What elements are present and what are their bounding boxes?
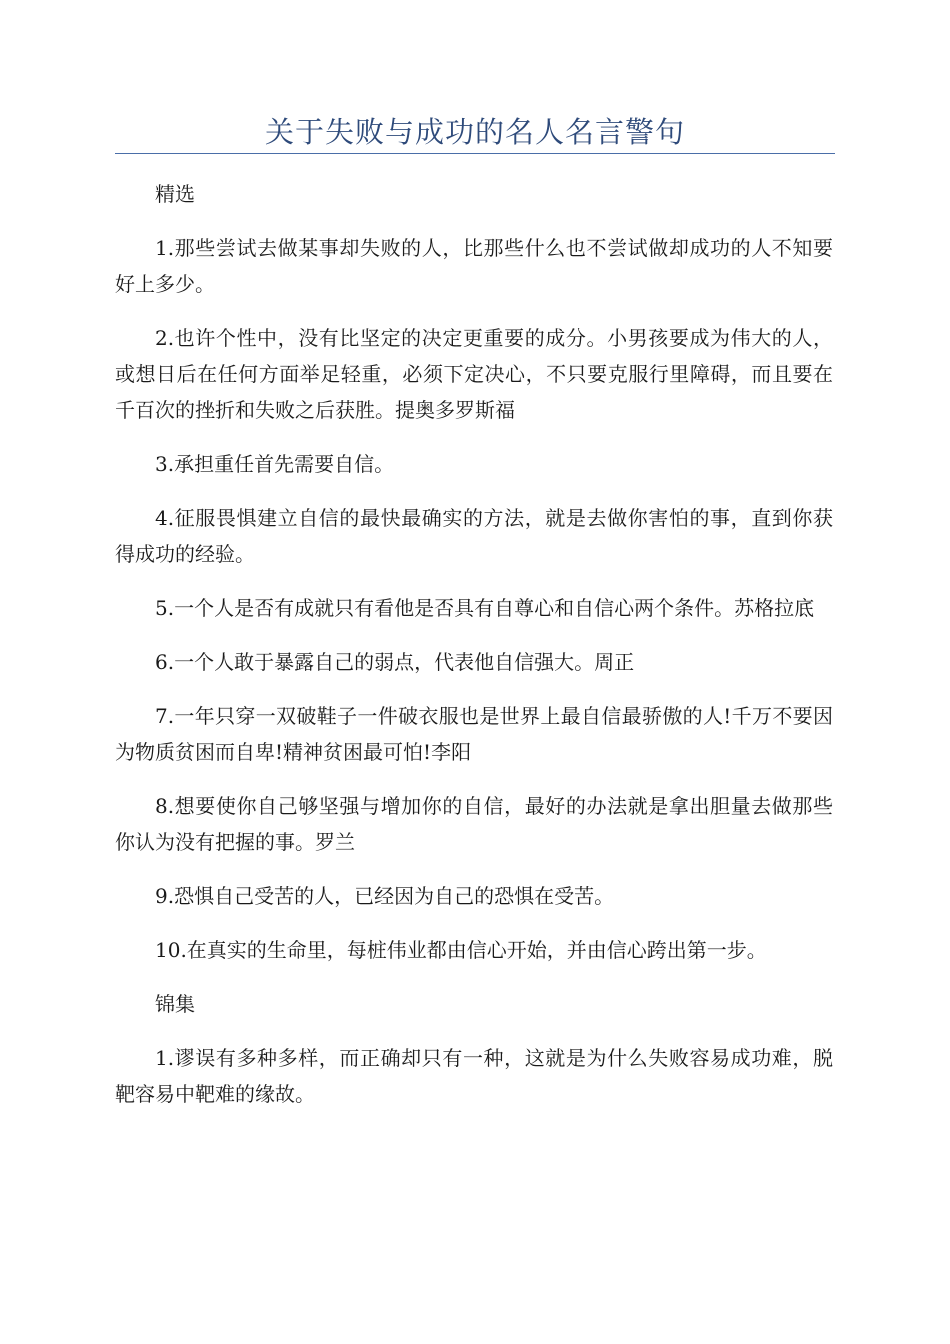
section-heading: 锦集	[155, 992, 195, 1016]
quote-paragraph: 1.谬误有多种多样，而正确却只有一种，这就是为什么失败容易成功难，脱靶容易中靶难的缘故。	[115, 1046, 833, 1106]
quote-paragraph: 1.那些尝试去做某事却失败的人，比那些什么也不尝试做却成功的人不知要好上多少。	[115, 236, 833, 296]
document-title: 关于失败与成功的名人名言警句	[264, 115, 685, 149]
quote-paragraph: 8.想要使你自己够坚强与增加你的自信，最好的办法就是拿出胆量去做那些你认为没有把握的事。罗兰	[115, 794, 833, 854]
quote-paragraph: 4.征服畏惧建立自信的最快最确实的方法，就是去做你害怕的事，直到你获得成功的经验。	[115, 506, 833, 566]
quote-paragraph: 7.一年只穿一双破鞋子一件破衣服也是世界上最自信最骄傲的人!千万不要因为物质贫困而自卑!精神贫困最可怕!李阳	[115, 704, 833, 764]
quote-paragraph: 5.一个人是否有成就只有看他是否具有自尊心和自信心两个条件。苏格拉底	[155, 596, 815, 620]
quote-paragraph: 3.承担重任首先需要自信。	[155, 452, 395, 476]
title-underline	[115, 153, 835, 154]
quote-paragraph: 9.恐惧自己受苦的人，已经因为自己的恐惧在受苦。	[155, 884, 615, 908]
document-body	[115, 176, 833, 1130]
quote-paragraph: 2.也许个性中，没有比坚定的决定更重要的成分。小男孩要成为伟大的人，或想日后在任何方面举足轻重，必须下定决心，不只要克服行里障碍，而且要在千百次的挫折和失败之后获胜。提奥多罗斯福	[115, 326, 833, 422]
quote-paragraph: 6.一个人敢于暴露自己的弱点，代表他自信强大。周正	[155, 650, 635, 674]
quote-paragraph: 10.在真实的生命里，每桩伟业都由信心开始，并由信心跨出第一步。	[155, 938, 767, 962]
section-heading: 精选	[155, 182, 195, 206]
